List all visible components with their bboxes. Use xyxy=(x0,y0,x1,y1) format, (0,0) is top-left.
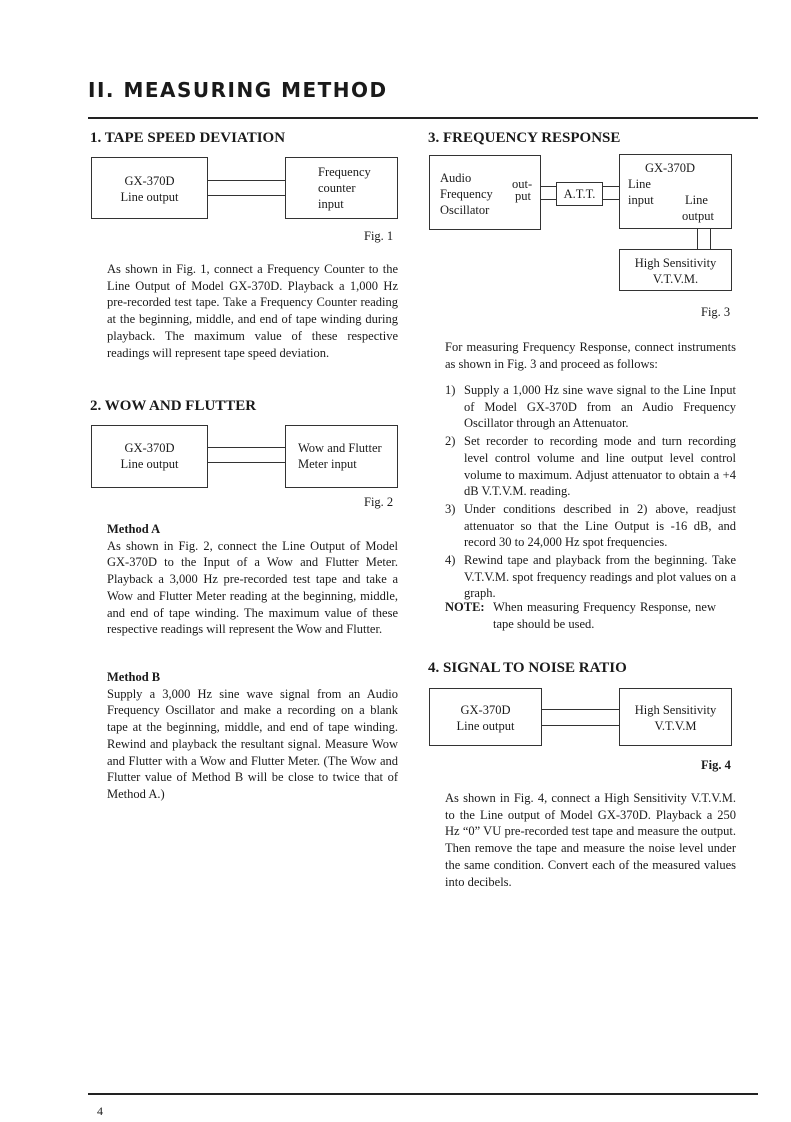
step-number: 1) xyxy=(445,383,456,397)
box-label: High Sensitivity xyxy=(634,703,717,717)
section-heading-snr: 4. SIGNAL TO NOISE RATIO xyxy=(428,660,627,676)
figure-caption: Fig. 3 xyxy=(701,305,731,319)
output-label xyxy=(512,178,532,202)
line-input-label xyxy=(628,176,654,208)
box-label: GX-370D xyxy=(645,161,695,175)
box-label: Wow and Flutter xyxy=(298,441,382,455)
box-label: Frequency xyxy=(440,187,493,201)
method-a-text: As shown in Fig. 2, connect the Line Output of Model GX-370D to the Input of a Wow and Flutter Meter. Playback a 3,000 Hz pre-recorded test tape and take a Wow and Flutter Meter reading at the beginning, middle, and end of tape winding. The maximum value of these respective readings will represent the Wow and Flutter. xyxy=(107,538,398,637)
method-a-title: Method A xyxy=(107,522,161,536)
vtvm-box xyxy=(619,249,732,291)
method-b xyxy=(107,669,398,803)
page-title: II. MEASURING METHOD xyxy=(88,78,388,102)
step-text: Under conditions described in 2) above, readjust attenuator so that the Line Output is -16 dB, and record 30 to 24,000 Hz spot frequencies. xyxy=(464,501,736,550)
note xyxy=(445,599,736,632)
wow-flutter-meter-box xyxy=(285,425,398,488)
box-label: GX-370D xyxy=(124,441,175,455)
connector-line xyxy=(207,195,285,196)
connector-line xyxy=(697,228,698,250)
box-label: input xyxy=(628,193,654,207)
step-text: Supply a 1,000 Hz sine wave signal to the Line Input of Model GX-370D from an Audio Frequency Oscillator through an Attenuator. xyxy=(464,383,736,431)
connector-line xyxy=(541,725,620,726)
frequency-counter-box xyxy=(285,157,398,219)
note-label: NOTE: xyxy=(445,600,485,614)
step-item xyxy=(445,433,736,500)
frequency-response-intro: For measuring Frequency Response, connect instruments as shown in Fig. 3 and proceed as follows: xyxy=(445,340,736,371)
figure-caption: Fig. 2 xyxy=(364,495,394,509)
tape-speed-text: As shown in Fig. 1, connect a Frequency Counter to the Line Output of Model GX-370D. Playback a 1,000 Hz pre-recorded test tape. Take a Frequency Counter reading at the beginning, middle, and end of tape winding during playback. The maximum value of these respective readings will represent tape speed deviation. xyxy=(107,262,398,360)
section-heading-wow-flutter: 2. WOW AND FLUTTER xyxy=(90,398,257,414)
box-label: Meter input xyxy=(298,457,357,471)
section-heading-tape-speed: 1. TAPE SPEED DEVIATION xyxy=(90,130,286,146)
method-b-text: Supply a 3,000 Hz sine wave signal from an Audio Frequency Oscillator and make a recording on a blank tape at the beginning, middle, and end of tape winding. Rewind and playback the resultant signal. Measure Wow and Flutter with a Wow and Flutter Meter. (The Wow and Flutter value of Method B will be close to twice that of Method A.) xyxy=(107,686,398,801)
step-number: 4) xyxy=(445,553,456,568)
box-label: put xyxy=(515,189,531,203)
connector-line xyxy=(541,709,620,710)
step-text: Rewind tape and playback from the beginning. Take V.T.V.M. spot frequency readings and plot values on a graph. xyxy=(464,553,736,601)
connector-line xyxy=(602,199,620,200)
box-label: input xyxy=(318,197,344,211)
step-text: Set recorder to recording mode and turn recording level control volume and line output level control volume to maximum. Adjust attenuator to obtain a +4 dB V.T.V.M. reading. xyxy=(464,434,736,499)
box-label: Audio xyxy=(440,171,472,185)
box-label: V.T.V.M xyxy=(654,719,697,733)
title-rule xyxy=(88,117,758,119)
connector-line xyxy=(540,199,557,200)
connector-line xyxy=(207,462,285,463)
step-item xyxy=(445,382,736,432)
box-label: Line xyxy=(685,193,708,207)
step-item xyxy=(445,552,736,602)
vtvm-box xyxy=(619,688,732,746)
connector-line xyxy=(207,180,285,181)
box-label: GX-370D xyxy=(124,174,175,188)
box-label: GX-370D xyxy=(460,703,511,717)
box-label: Line output xyxy=(456,719,515,733)
gx370d-box xyxy=(91,157,208,219)
gx370d-box xyxy=(429,688,542,746)
method-b-title: Method B xyxy=(107,670,161,684)
method-a xyxy=(107,521,398,638)
box-label: V.T.V.M. xyxy=(652,272,699,286)
figure-caption: Fig. 1 xyxy=(364,229,394,243)
box-label: counter xyxy=(318,181,356,195)
line-output-label xyxy=(682,192,714,224)
box-label: Line output xyxy=(120,190,179,204)
footer-rule xyxy=(88,1093,758,1095)
step-number: 3) xyxy=(445,501,456,516)
figure-caption: Fig. 4 xyxy=(701,758,731,772)
box-label: out- xyxy=(512,177,533,191)
attenuator-box: A.T.T. xyxy=(556,182,603,206)
box-label: output xyxy=(682,209,714,223)
gx370d-box xyxy=(619,154,732,229)
audio-oscillator-box xyxy=(429,155,541,230)
box-label: Line output xyxy=(120,457,179,471)
box-label: Frequency xyxy=(318,165,371,179)
page-number: 4 xyxy=(97,1104,103,1118)
connector-line xyxy=(710,228,711,250)
connector-line xyxy=(602,186,620,187)
box-label: High Sensitivity xyxy=(634,256,717,270)
box-label: Line xyxy=(628,177,651,191)
connector-line xyxy=(207,447,285,448)
section-heading-frequency-response: 3. FREQUENCY RESPONSE xyxy=(428,130,621,146)
gx370d-box xyxy=(91,425,208,488)
note-text: When measuring Frequency Response, new tape should be used. xyxy=(493,600,716,631)
frequency-response-steps xyxy=(445,382,736,603)
connector-line xyxy=(540,186,557,187)
box-label: Oscillator xyxy=(440,203,490,217)
step-number: 2) xyxy=(445,434,456,449)
step-item xyxy=(445,501,736,551)
snr-text: As shown in Fig. 4, connect a High Sensitivity V.T.V.M. to the Line output of Model GX-370D. Playback a 250 Hz “0” VU pre-recorded test tape and measure the output. Then remove the tape and measure the noise level under the same condition. Convert each of the measured values into decibels. xyxy=(445,791,736,889)
